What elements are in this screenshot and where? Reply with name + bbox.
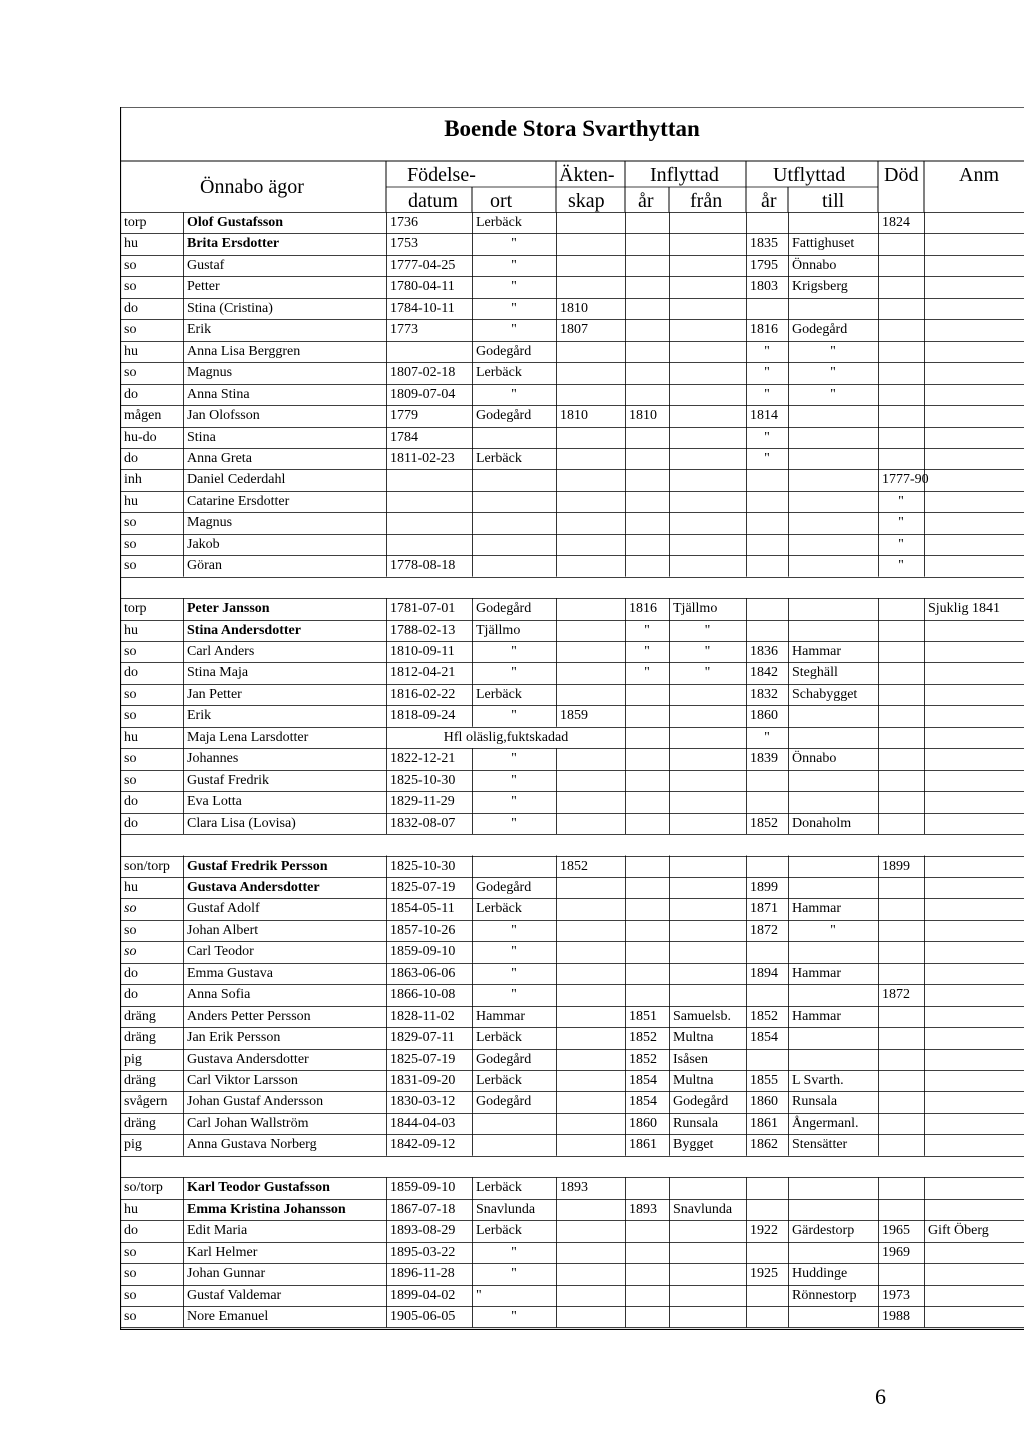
cell-ut-till: Stensätter xyxy=(792,1137,848,1153)
cell-ort: Snavlunda xyxy=(476,1201,536,1217)
cell-ort: Lerbäck xyxy=(476,1180,522,1196)
cell-datum: 1811-02-23 xyxy=(390,450,455,466)
cell-rel: torp xyxy=(124,215,147,230)
cell-name: Johan Gustaf Andersson xyxy=(187,1094,324,1110)
cell-anm: Sjuklig 1841 xyxy=(928,601,1000,617)
cell-datum: 1825-10-30 xyxy=(390,772,456,788)
cell-datum: 1788-02-13 xyxy=(390,622,456,638)
cell-ort: " xyxy=(511,922,517,938)
cell-in-fran: Godegård xyxy=(673,1094,729,1110)
cell-ut-till: Steghäll xyxy=(792,665,838,681)
cell-datum: 1829-11-29 xyxy=(390,794,455,810)
header-ort: ort xyxy=(490,190,513,212)
header-anm: Anm xyxy=(959,164,999,186)
cell-ort: Godegård xyxy=(476,1051,532,1067)
cell-name: Johan Albert xyxy=(187,922,259,938)
cell-ut-till: Krigsberg xyxy=(792,279,848,295)
cell-rel: so xyxy=(124,1308,137,1324)
page-number: 6 xyxy=(875,1384,886,1409)
cell-ut-till: Runsala xyxy=(792,1094,838,1110)
cell-ort: Godegård xyxy=(476,879,532,895)
cell-name: Gustava Andersdotter xyxy=(187,879,320,895)
cell-datum: 1822-12-21 xyxy=(390,751,456,767)
cell-name: Göran xyxy=(187,558,222,574)
cell-in-ar: 1854 xyxy=(629,1073,657,1088)
cell-akt: 1807 xyxy=(560,322,588,338)
cell-datum: 1825-07-19 xyxy=(390,879,456,895)
cell-dod: 1965 xyxy=(882,1223,910,1239)
cell-rel: do xyxy=(124,665,138,681)
cell-rel: hu xyxy=(124,236,138,252)
cell-datum: 1825-07-19 xyxy=(390,1051,456,1067)
cell-rel: hu xyxy=(124,493,138,509)
cell-rel: so xyxy=(124,751,137,767)
cell-rel: do xyxy=(124,987,138,1003)
cell-ut-till: Önnabo xyxy=(792,751,837,767)
cell-rel: dräng xyxy=(124,1008,156,1024)
cell-dod: 1824 xyxy=(882,215,910,230)
cell-in-fran: " xyxy=(704,622,711,638)
cell-name: Anna Stina xyxy=(187,386,250,402)
cell-datum: 1859-09-10 xyxy=(390,1180,456,1196)
cell-name: Gustava Andersdotter xyxy=(187,1051,309,1067)
cell-name: Stina xyxy=(187,429,216,445)
cell-ort: " xyxy=(511,279,517,295)
cell-ut-till: Gärdestorp xyxy=(792,1223,855,1239)
cell-datum: 1866-10-08 xyxy=(390,987,456,1003)
cell-ut-ar: " xyxy=(764,729,770,745)
cell-ut-ar: " xyxy=(764,386,770,402)
page-title: Boende Stora Svarthyttan xyxy=(444,116,700,141)
cell-rel: so xyxy=(124,1287,137,1303)
cell-name: Catarine Ersdotter xyxy=(187,493,290,509)
cell-ort: " xyxy=(511,1266,517,1282)
cell-in-fran: Tjällmo xyxy=(673,601,718,617)
cell-name: Carl Anders xyxy=(187,644,255,659)
cell-dod: " xyxy=(898,558,904,574)
cell-rel: so xyxy=(124,772,137,788)
cell-dod: 1872 xyxy=(882,987,910,1003)
cell-name: Peter Jansson xyxy=(187,601,270,617)
cell-ut-ar: 1803 xyxy=(750,279,778,295)
cell-name: Anna Sofia xyxy=(187,987,251,1003)
cell-datum: 1784-10-11 xyxy=(390,300,455,316)
cell-datum: 1816-02-22 xyxy=(390,686,456,702)
cell-rel: inh xyxy=(124,472,142,488)
cell-in-fran: Multna xyxy=(673,1073,714,1088)
cell-name: Eva Lotta xyxy=(187,794,242,810)
cell-ort: Lerbäck xyxy=(476,215,522,230)
cell-ort: " xyxy=(511,794,517,810)
cell-datum: 1825-10-30 xyxy=(390,858,456,874)
cell-datum: 1810-09-11 xyxy=(390,644,455,659)
cell-in-ar: 1810 xyxy=(629,408,657,424)
cell-rel: so xyxy=(124,944,137,960)
cell-in-ar: 1851 xyxy=(629,1008,657,1024)
cell-rel: hu xyxy=(124,879,138,895)
cell-name: Karl Teodor Gustafsson xyxy=(187,1180,330,1196)
header-ut-till: till xyxy=(822,190,845,212)
cell-in-fran: Samuelsb. xyxy=(673,1008,731,1024)
cell-rel: dräng xyxy=(124,1030,156,1046)
cell-ut-till: Godegård xyxy=(792,322,848,338)
cell-name: Magnus xyxy=(187,515,233,531)
cell-in-ar: " xyxy=(644,644,650,659)
cell-datum: 1830-03-12 xyxy=(390,1094,456,1110)
cell-ut-ar: 1816 xyxy=(750,322,778,338)
header-akten: Äkten- xyxy=(559,164,615,186)
cell-datum: 1863-06-06 xyxy=(390,965,456,981)
cell-ut-ar: 1860 xyxy=(750,1094,778,1110)
cell-ort: Lerbäck xyxy=(476,1073,522,1088)
cell-datum: 1777-04-25 xyxy=(390,257,456,273)
cell-name: Jan Petter xyxy=(187,686,242,702)
cell-name: Nore Emanuel xyxy=(187,1308,269,1324)
cell-in-fran: Bygget xyxy=(673,1137,714,1153)
cell-in-ar: " xyxy=(644,622,650,638)
cell-ut-ar: 1899 xyxy=(750,879,778,895)
cell-ort: " xyxy=(511,772,517,788)
cell-rel: so xyxy=(124,515,137,531)
cell-ut-till: Önnabo xyxy=(792,257,837,273)
cell-datum: 1807-02-18 xyxy=(390,365,456,381)
cell-ort: Lerbäck xyxy=(476,1030,522,1046)
cell-datum: 1895-03-22 xyxy=(390,1244,456,1260)
cell-datum: 1809-07-04 xyxy=(390,386,456,402)
header-in-ar: år xyxy=(638,190,654,212)
cell-ut-till: " xyxy=(830,365,836,381)
cell-rel: mågen xyxy=(124,408,162,424)
cell-name: Emma Kristina Johansson xyxy=(187,1201,346,1217)
cell-rel: hu xyxy=(124,343,138,359)
cell-name: Jakob xyxy=(187,536,220,552)
cell-in-ar: 1852 xyxy=(629,1030,657,1046)
header-onnabo: Önnabo ägor xyxy=(200,176,304,198)
cell-ut-ar: 1832 xyxy=(750,686,778,702)
cell-rel: do xyxy=(124,815,138,831)
cell-rel: do xyxy=(124,300,138,316)
cell-dod: 1777-90 xyxy=(882,472,929,488)
cell-in-ar: 1852 xyxy=(629,1051,657,1067)
cell-rel: so xyxy=(124,279,137,295)
cell-datum: 1779 xyxy=(390,408,418,424)
cell-rel: hu-do xyxy=(124,429,157,445)
cell-rel: dräng xyxy=(124,1115,156,1131)
cell-dod: 1969 xyxy=(882,1244,910,1260)
cell-ut-ar: 1861 xyxy=(750,1115,778,1131)
cell-name: Carl Johan Wallström xyxy=(187,1115,309,1131)
cell-name: Carl Viktor Larsson xyxy=(187,1073,298,1088)
cell-ort: Lerbäck xyxy=(476,365,522,381)
cell-ut-till: Hammar xyxy=(792,1008,841,1024)
cell-rel: so xyxy=(124,536,137,552)
cell-name: Stina Maja xyxy=(187,665,249,681)
header-datum: datum xyxy=(408,190,458,212)
cell-ort: " xyxy=(511,236,517,252)
cell-ort: " xyxy=(511,1244,517,1260)
cell-name: Johan Gunnar xyxy=(187,1266,266,1282)
cell-rel: do xyxy=(124,450,138,466)
cell-ort: " xyxy=(511,1308,517,1324)
cell-ut-till: " xyxy=(830,343,836,359)
cell-name: Gustaf Valdemar xyxy=(187,1287,282,1303)
cell-ut-ar: 1862 xyxy=(750,1137,778,1153)
cell-ort: Godegård xyxy=(476,601,532,617)
cell-rel: svågern xyxy=(124,1094,168,1110)
cell-ort: " xyxy=(476,1287,482,1303)
cell-ut-ar: 1852 xyxy=(750,1008,778,1024)
cell-ut-ar: 1835 xyxy=(750,236,778,252)
cell-ut-till: Hammar xyxy=(792,965,841,981)
cell-ort: " xyxy=(511,300,517,316)
cell-rel: so xyxy=(124,322,137,338)
header-in-fran: från xyxy=(690,190,723,212)
cell-rel: hu xyxy=(124,729,138,745)
cell-rel: do xyxy=(124,794,138,810)
cell-name: Clara Lisa (Lovisa) xyxy=(187,815,296,831)
cell-in-ar: 1816 xyxy=(629,601,657,617)
cell-ut-ar: 1894 xyxy=(750,965,778,981)
header-skap: skap xyxy=(568,190,605,212)
cell-datum: 1812-04-21 xyxy=(390,665,456,681)
cell-ut-till: Hammar xyxy=(792,901,841,917)
header-fodelse: Födelse- xyxy=(407,164,476,186)
cell-rel: so xyxy=(124,901,137,917)
cell-name: Stina Andersdotter xyxy=(187,622,301,638)
cell-name: Karl Helmer xyxy=(187,1244,258,1260)
cell-ort: " xyxy=(511,644,517,659)
cell-ut-ar: " xyxy=(764,343,770,359)
cell-ort: " xyxy=(511,257,517,273)
cell-name: Petter xyxy=(187,279,220,295)
cell-datum: 1781-07-01 xyxy=(390,601,456,617)
cell-ut-till: Ångermanl. xyxy=(792,1115,859,1131)
cell-name: Jan Olofsson xyxy=(187,408,260,424)
cell-ort: " xyxy=(511,815,517,831)
cell-datum: 1831-09-20 xyxy=(390,1073,456,1088)
cell-datum: 1844-04-03 xyxy=(390,1115,456,1131)
cell-rel: so xyxy=(124,708,137,724)
cell-dod: " xyxy=(898,515,904,531)
cell-rel: so/torp xyxy=(124,1180,163,1196)
cell-datum: 1778-08-18 xyxy=(390,558,456,574)
cell-rel: so xyxy=(124,644,137,659)
cell-in-fran: Isåsen xyxy=(673,1051,708,1067)
cell-rel: so xyxy=(124,257,137,273)
cell-ut-till: " xyxy=(830,386,836,402)
cell-in-ar: 1861 xyxy=(629,1137,657,1153)
cell-name: Anders Petter Persson xyxy=(187,1008,311,1024)
cell-name: Edit Maria xyxy=(187,1223,248,1239)
cell-ort: Lerbäck xyxy=(476,450,522,466)
cell-in-fran: Runsala xyxy=(673,1115,719,1131)
cell-name: Daniel Cederdahl xyxy=(187,472,286,488)
cell-datum: 1780-04-11 xyxy=(390,279,455,295)
cell-ort: " xyxy=(511,322,517,338)
cell-datum: 1773 xyxy=(390,322,418,338)
cell-in-ar: 1860 xyxy=(629,1115,657,1131)
cell-ort: Godegård xyxy=(476,1094,532,1110)
cell-ut-till: Hammar xyxy=(792,644,841,659)
cell-ort: " xyxy=(511,944,517,960)
cell-ut-ar: 1871 xyxy=(750,901,778,917)
cell-ort: " xyxy=(511,965,517,981)
cell-rel: do xyxy=(124,386,138,402)
cell-ort: " xyxy=(511,751,517,767)
cell-name: Gustaf Fredrik xyxy=(187,772,270,788)
cell-ort: Lerbäck xyxy=(476,686,522,702)
cell-datum: 1857-10-26 xyxy=(390,922,456,938)
cell-name: Emma Gustava xyxy=(187,965,273,981)
cell-in-fran: Snavlunda xyxy=(673,1201,733,1217)
cell-akt: 1852 xyxy=(560,858,588,874)
cell-rel: so xyxy=(124,922,137,938)
cell-ut-ar: 1852 xyxy=(750,815,778,831)
cell-rel: son/torp xyxy=(124,858,170,874)
cell-ort: " xyxy=(511,386,517,402)
cell-ort: " xyxy=(511,708,517,724)
cell-akt: 1810 xyxy=(560,300,588,316)
cell-datum: 1859-09-10 xyxy=(390,944,456,960)
cell-name: Gustaf Adolf xyxy=(187,901,260,917)
cell-rel: do xyxy=(124,965,138,981)
cell-rel: so xyxy=(124,686,137,702)
cell-datum: 1896-11-28 xyxy=(390,1266,455,1282)
cell-rel: hu xyxy=(124,622,138,638)
cell-name: Anna Greta xyxy=(187,450,252,466)
cell-datum: 1893-08-29 xyxy=(390,1223,456,1239)
cell-ut-ar: 1839 xyxy=(750,751,778,767)
cell-ort: " xyxy=(511,665,517,681)
cell-dod: 1988 xyxy=(882,1308,910,1324)
cell-name: Anna Gustava Norberg xyxy=(187,1137,317,1153)
cell-ut-till: Donaholm xyxy=(792,815,852,831)
cell-datum: 1905-06-05 xyxy=(390,1308,456,1324)
cell-in-ar: 1854 xyxy=(629,1094,657,1110)
cell-ut-till: " xyxy=(830,922,836,938)
header-ut-ar: år xyxy=(761,190,777,212)
cell-dod: 1899 xyxy=(882,858,910,874)
cell-name: Anna Lisa Berggren xyxy=(187,343,301,359)
cell-ort: " xyxy=(511,987,517,1003)
header-dod: Död xyxy=(884,164,919,186)
cell-datum: 1736 xyxy=(390,215,418,230)
cell-ut-ar: 1814 xyxy=(750,408,778,424)
cell-name: Gustaf xyxy=(187,257,225,273)
cell-ut-ar: 1836 xyxy=(750,644,778,659)
cell-ort: Godegård xyxy=(476,343,532,359)
cell-rel: so xyxy=(124,1266,137,1282)
cell-ut-ar: " xyxy=(764,365,770,381)
cell-datum: 1784 xyxy=(390,429,418,445)
cell-rel: so xyxy=(124,558,137,574)
cell-rel: hu xyxy=(124,1201,138,1217)
cell-ut-ar: " xyxy=(764,429,770,445)
cell-akt: 1859 xyxy=(560,708,588,724)
cell-rel: so xyxy=(124,1244,137,1260)
cell-datum: 1829-07-11 xyxy=(390,1030,455,1046)
cell-ut-till: Huddinge xyxy=(792,1266,848,1282)
cell-datum: 1867-07-18 xyxy=(390,1201,456,1217)
cell-ort: Tjällmo xyxy=(476,622,521,638)
cell-name: Olof Gustafsson xyxy=(187,215,284,230)
cell-ut-ar: 1855 xyxy=(750,1073,778,1088)
census-table xyxy=(120,107,1024,1330)
header-inflyttad: Inflyttad xyxy=(650,164,719,186)
cell-in-ar: 1893 xyxy=(629,1201,657,1217)
cell-in-fran: " xyxy=(704,644,711,659)
cell-name: Jan Erik Persson xyxy=(187,1030,281,1046)
cell-dod: " xyxy=(898,493,904,509)
cell-name: Johannes xyxy=(187,751,239,767)
cell-name: Erik xyxy=(187,322,212,338)
cell-ut-till: Rönnestorp xyxy=(792,1287,857,1303)
cell-rel: pig xyxy=(124,1051,142,1067)
cell-name: Erik xyxy=(187,708,212,724)
cell-name: Gustaf Fredrik Persson xyxy=(187,858,328,874)
cell-datum: 1854-05-11 xyxy=(390,901,455,917)
cell-datum: 1899-04-02 xyxy=(390,1287,456,1303)
cell-dod: 1973 xyxy=(882,1287,910,1303)
cell-ort: Godegård xyxy=(476,408,532,424)
cell-ut-ar: 1922 xyxy=(750,1223,778,1239)
cell-rel: do xyxy=(124,1223,138,1239)
cell-ut-ar: 1860 xyxy=(750,708,778,724)
cell-rel: torp xyxy=(124,601,147,617)
cell-name: Maja Lena Larsdotter xyxy=(187,729,309,745)
cell-datum: 1828-11-02 xyxy=(390,1008,455,1024)
cell-name: Brita Ersdotter xyxy=(187,236,280,252)
cell-anm: Gift Öberg xyxy=(928,1223,989,1239)
header-utflyttad: Utflyttad xyxy=(773,164,846,186)
cell-ut-till: Schabygget xyxy=(792,686,858,702)
cell-ut-ar: 1795 xyxy=(750,257,778,273)
cell-ut-till: L Svarth. xyxy=(792,1073,844,1088)
cell-ut-ar: 1842 xyxy=(750,665,778,681)
cell-ort: Hammar xyxy=(476,1008,525,1024)
cell-in-fran: " xyxy=(704,665,711,681)
cell-dod: " xyxy=(898,536,904,552)
cell-name: Magnus xyxy=(187,365,233,381)
cell-ut-till: Fattighuset xyxy=(792,236,855,252)
cell-name: Carl Teodor xyxy=(187,944,254,960)
cell-in-ar: " xyxy=(644,665,650,681)
cell-rel: so xyxy=(124,365,137,381)
cell-akt: 1810 xyxy=(560,408,588,424)
cell-ort: Lerbäck xyxy=(476,901,522,917)
cell-akt: 1893 xyxy=(560,1180,588,1196)
cell-ort: Lerbäck xyxy=(476,1223,522,1239)
cell-ut-ar: 1872 xyxy=(750,922,778,938)
cell-in-fran: Multna xyxy=(673,1030,714,1046)
cell-ut-ar: " xyxy=(764,450,770,466)
cell-note: Hfl oläslig,fuktskadad xyxy=(443,729,569,745)
cell-datum: 1832-08-07 xyxy=(390,815,456,831)
cell-name: Stina (Cristina) xyxy=(187,300,273,316)
cell-rel: pig xyxy=(124,1137,142,1153)
cell-rel: dräng xyxy=(124,1073,156,1088)
cell-datum: 1818-09-24 xyxy=(390,708,456,724)
cell-datum: 1753 xyxy=(390,236,418,252)
cell-ut-ar: 1854 xyxy=(750,1030,778,1046)
cell-datum: 1842-09-12 xyxy=(390,1137,456,1153)
cell-ut-ar: 1925 xyxy=(750,1266,778,1282)
